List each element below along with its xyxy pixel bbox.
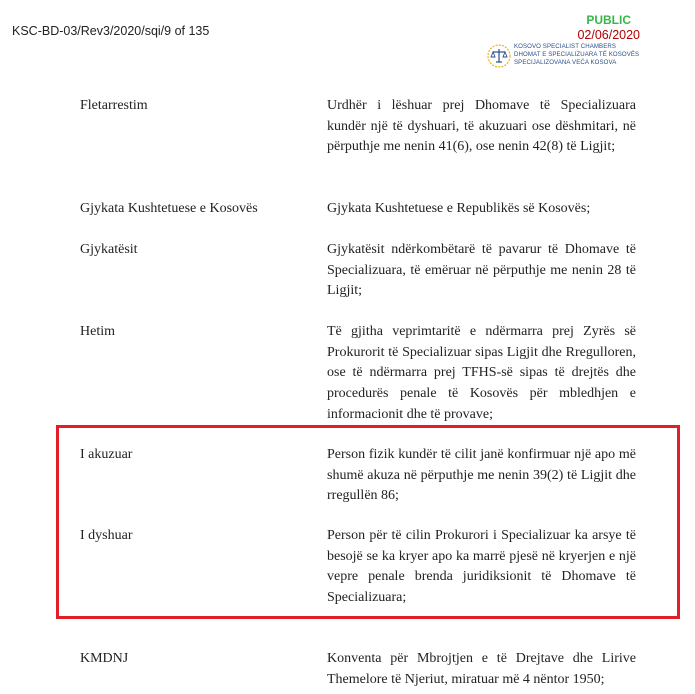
document-date: 02/06/2020 [577, 28, 640, 42]
definition-term: Hetim [80, 324, 115, 339]
definition-text: Konventa për Mbrojtjen e të Drejtave dhe Lirive Themelore të Njeriut, miratuar më 4 nëntor 1950; [327, 651, 636, 687]
definition-term: Fletarrestim [80, 98, 148, 113]
definition-text: Gjykata Kushtetuese e Republikës së Kosovës; [327, 201, 591, 216]
scales-of-justice-icon [487, 44, 511, 68]
document-reference: KSC-BD-03/Rev3/2020/sqi/9 of 135 [12, 24, 210, 38]
definition-text: Të gjitha veprimtaritë e ndërmarra prej Zyrës së Prokurorit të Specializuar sipas Ligjit dhe Rregulloren, ose të ndërmarra prej TFHS-së sipas të drejtës dhe procedurës penale të Kosovës për mbledhjen e informacionit dhe të provave; [327, 324, 636, 422]
definition-term: Gjykata Kushtetuese e Kosovës [80, 201, 258, 216]
definition-text: Person për të cilin Prokurori i Specializuar ka arsye të besojë se ka kryer apo ka marrë pjesë në kryerjen e një vepre penale brenda juridiksionit të Dhomave të Specializuara; [327, 528, 636, 606]
logo-text-line3: SPECIJALIZOVANA VEĆA KOSOVA [514, 59, 617, 66]
logo-text-line2: DHOMAT E SPECIALIZUARA TË KOSOVËS [514, 51, 640, 58]
definition-text: Person fizik kundër të cilit janë konfirmuar një apo më shumë akuza në përputhje me nenin 39(2) të Ligjit dhe rregullën 86; [327, 447, 636, 504]
definition-term: I dyshuar [80, 528, 133, 543]
definition-text: Gjykatësit ndërkombëtarë të pavarur të Dhomave të Specializuara, të emëruar në përputhje me nenin 28 të Ligjit; [327, 242, 636, 299]
logo-text-line1: KOSOVO SPECIALIST CHAMBERS [514, 43, 617, 50]
definition-term: Gjykatësit [80, 242, 138, 257]
ksc-logo [487, 42, 647, 72]
definition-term: I akuzuar [80, 447, 133, 462]
definition-term: KMDNJ [80, 651, 129, 666]
definition-text: Urdhër i lëshuar prej Dhomave të Specializuara kundër një të dyshuari, të akuzuari ose dëshmitari, në përputhje me nenin 41(6), ose nenin 42(8) të Ligjit; [327, 98, 636, 155]
classification-label: PUBLIC [586, 13, 631, 27]
